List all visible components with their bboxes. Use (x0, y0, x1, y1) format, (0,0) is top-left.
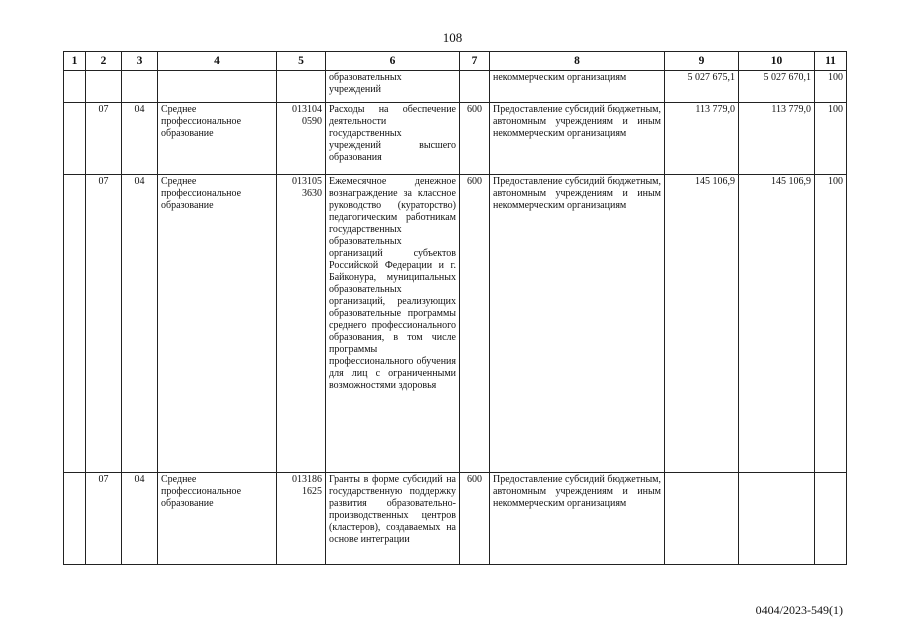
cell-section (86, 71, 122, 103)
cell-actual (739, 473, 815, 565)
cell-percent: 100 (815, 71, 847, 103)
cell-percent (815, 473, 847, 565)
cell-subsection: 04 (122, 103, 158, 175)
cell-section: 07 (86, 175, 122, 473)
header-cell: 10 (739, 52, 815, 71)
document-code: 0404/2023-549(1) (755, 603, 843, 617)
cell-index (64, 175, 86, 473)
cell-actual: 113 779,0 (739, 103, 815, 175)
cell-section: 07 (86, 103, 122, 175)
header-cell: 5 (277, 52, 326, 71)
cell-plan: 5 027 675,1 (665, 71, 739, 103)
cell-expense-type: некоммерческим организациям (490, 71, 665, 103)
header-cell: 3 (122, 52, 158, 71)
cell-actual: 145 106,9 (739, 175, 815, 473)
cell-index (64, 473, 86, 565)
cell-plan (665, 473, 739, 565)
page-number: 108 (442, 30, 463, 45)
cell-expense-code: 600 (460, 175, 490, 473)
cell-name: Среднее профессиональное образование (158, 103, 277, 175)
cell-target-code: 013105 3630 (277, 175, 326, 473)
header-cell: 4 (158, 52, 277, 71)
table-row (64, 175, 847, 473)
cell-expense-type: Предоставление субсидий бюджетным, автономным учреждениям и иным некоммерческим организациям (490, 175, 665, 473)
cell-percent: 100 (815, 103, 847, 175)
cell-expense-type: Предоставление субсидий бюджетным, автономным учреждениям и иным некоммерческим организациям (490, 473, 665, 565)
budget-table (63, 51, 847, 565)
table-row (64, 103, 847, 175)
cell-plan: 113 779,0 (665, 103, 739, 175)
cell-subsection: 04 (122, 473, 158, 565)
table-row (64, 473, 847, 565)
header-cell: 6 (326, 52, 460, 71)
cell-description: Гранты в форме субсидий на государственную поддержку развития образовательно-производственных центров (кластеров), создаваемых на основе интеграции (326, 473, 460, 565)
cell-name: Среднее профессиональное образование (158, 175, 277, 473)
cell-name: Среднее профессиональное образование (158, 473, 277, 565)
cell-target-code: 013104 0590 (277, 103, 326, 175)
cell-target-code (277, 71, 326, 103)
cell-expense-type: Предоставление субсидий бюджетным, автономным учреждениям и иным некоммерческим организациям (490, 103, 665, 175)
header-row (64, 52, 847, 71)
cell-percent: 100 (815, 175, 847, 473)
cell-description: Ежемесячное денежное вознаграждение за классное руководство (кураторство) педагогическим работникам государственных образовательных организаций субъектов Российской Федерации и г. Байконура, муниципальных образовательных организаций, реализующих образовательные программы среднего профессионального образования, в том числе программы профессионального обучения для лиц с ограниченными возможностями здоровья (326, 175, 460, 473)
cell-expense-code: 600 (460, 103, 490, 175)
header-cell: 2 (86, 52, 122, 71)
header-cell: 9 (665, 52, 739, 71)
cell-expense-code (460, 71, 490, 103)
cell-description: Расходы на обеспечение деятельности государственных учреждений высшего образования (326, 103, 460, 175)
cell-description: образовательных учреждений (326, 71, 460, 103)
header-cell: 1 (64, 52, 86, 71)
cell-target-code: 013186 1625 (277, 473, 326, 565)
cell-index (64, 103, 86, 175)
header-cell: 8 (490, 52, 665, 71)
cell-subsection: 04 (122, 175, 158, 473)
header-cell: 11 (815, 52, 847, 71)
cell-actual: 5 027 670,1 (739, 71, 815, 103)
cell-plan: 145 106,9 (665, 175, 739, 473)
cell-index (64, 71, 86, 103)
cell-subsection (122, 71, 158, 103)
cell-expense-code: 600 (460, 473, 490, 565)
cell-section: 07 (86, 473, 122, 565)
table-row (64, 71, 847, 103)
cell-name (158, 71, 277, 103)
header-cell: 7 (460, 52, 490, 71)
